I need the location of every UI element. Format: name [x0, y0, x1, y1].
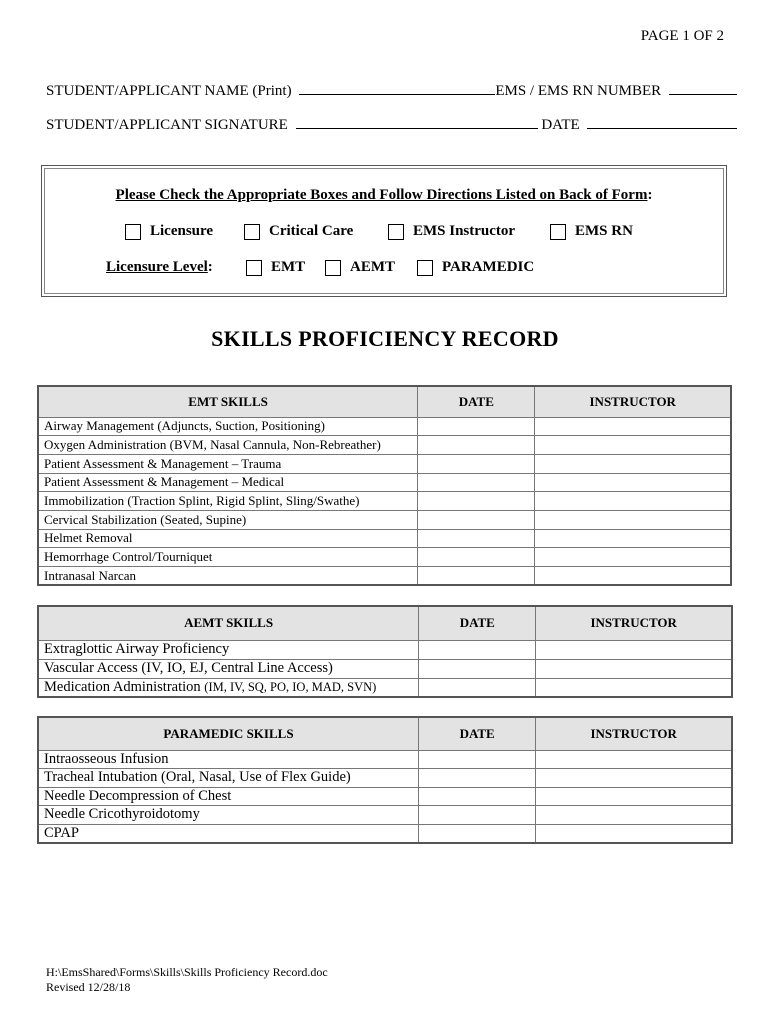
instructor-cell[interactable] [536, 678, 732, 697]
date-cell[interactable] [418, 492, 535, 511]
emt-skills-table [37, 385, 732, 586]
licensure-level-label: Licensure Level [106, 259, 208, 275]
table-header-row [38, 386, 731, 417]
date-cell[interactable] [418, 787, 535, 806]
skill-name: Needle Cricothyroidotomy [38, 806, 418, 825]
table-row [38, 473, 731, 492]
footer-revised: Revised 12/28/18 [46, 980, 131, 994]
signature-line [46, 116, 737, 134]
skill-name: Patient Assessment & Management – Medical [38, 473, 418, 492]
date-cell[interactable] [418, 529, 535, 548]
aemt-skills-table [37, 605, 733, 698]
instructor-cell[interactable] [536, 769, 732, 788]
page-title: SKILLS PROFICIENCY RECORD [211, 326, 559, 351]
ems-number-label: EMS / EMS RN NUMBER [495, 83, 662, 99]
table-row [38, 567, 731, 586]
paramedic-checkbox[interactable] [417, 260, 433, 276]
instructor-cell[interactable] [535, 567, 731, 586]
instructor-cell[interactable] [536, 806, 732, 825]
footer [46, 965, 328, 995]
table-row [38, 510, 731, 529]
skill-name: Intranasal Narcan [38, 567, 418, 586]
emt-label: EMT [271, 259, 306, 275]
page-number: PAGE 1 OF 2 [640, 28, 724, 44]
instructor-cell[interactable] [536, 750, 732, 769]
option-critical-care[interactable] [244, 223, 353, 240]
instructor-cell[interactable] [535, 492, 731, 511]
instructor-header: INSTRUCTOR [535, 386, 731, 417]
skill-name: Hemorrhage Control/Tourniquet [38, 548, 418, 567]
directions-text: Please Check the Appropriate Boxes and Follow Directions Listed on Back of Form [115, 187, 648, 203]
date-header: DATE [418, 717, 535, 750]
level-paramedic[interactable] [417, 259, 534, 276]
skill-name: Patient Assessment & Management – Trauma [38, 454, 418, 473]
table-row [38, 659, 732, 678]
name-label: STUDENT/APPLICANT NAME (Print) [46, 83, 292, 99]
skill-name: Airway Management (Adjuncts, Suction, Positioning) [38, 417, 418, 436]
date-header: DATE [418, 386, 535, 417]
table-row [38, 769, 732, 788]
licensure-label: Licensure [150, 223, 214, 239]
directions [42, 187, 726, 204]
date-cell[interactable] [419, 678, 536, 697]
table-row [38, 824, 732, 843]
date-cell[interactable] [418, 567, 535, 586]
licensure-level-colon: : [207, 259, 213, 275]
option-ems-rn[interactable] [550, 223, 633, 240]
licensure-checkbox[interactable] [125, 224, 141, 240]
table-row [38, 640, 732, 659]
skill-name: Needle Decompression of Chest [38, 787, 418, 806]
skill-name-main: Medication Administration [44, 678, 201, 695]
date-cell[interactable] [418, 454, 535, 473]
ems-instructor-checkbox[interactable] [388, 224, 404, 240]
level-emt[interactable] [246, 259, 305, 276]
instructor-cell[interactable] [535, 548, 731, 567]
skill-name: Extraglottic Airway Proficiency [38, 640, 419, 659]
table-row [38, 436, 731, 455]
skill-name-suffix: (IM, IV, SQ, PO, IO, MAD, SVN) [204, 679, 377, 694]
date-cell[interactable] [418, 824, 535, 843]
critical-care-label: Critical Care [269, 223, 354, 239]
instructor-cell[interactable] [535, 510, 731, 529]
paramedic-skills-header: PARAMEDIC SKILLS [38, 717, 418, 750]
skill-name: Vascular Access (IV, IO, EJ, Central Line Access) [38, 659, 419, 678]
date-cell[interactable] [418, 436, 535, 455]
skill-name: Cervical Stabilization (Seated, Supine) [38, 510, 418, 529]
aemt-label: AEMT [350, 259, 395, 275]
date-cell[interactable] [418, 473, 535, 492]
option-licensure[interactable] [125, 223, 213, 240]
date-cell[interactable] [419, 659, 536, 678]
date-cell[interactable] [418, 806, 535, 825]
signature-label: STUDENT/APPLICANT SIGNATURE [46, 117, 288, 133]
instructor-cell[interactable] [535, 473, 731, 492]
paramedic-label: PARAMEDIC [442, 259, 535, 275]
ems-instructor-label: EMS Instructor [413, 223, 516, 239]
skill-name: Tracheal Intubation (Oral, Nasal, Use of Flex Guide) [38, 769, 418, 788]
table-row [38, 417, 731, 436]
table-row [38, 678, 732, 697]
table-row [38, 529, 731, 548]
date-cell[interactable] [418, 417, 535, 436]
level-aemt[interactable] [325, 259, 395, 276]
table-row [38, 787, 732, 806]
date-field[interactable] [587, 116, 737, 129]
critical-care-checkbox[interactable] [244, 224, 260, 240]
instructor-cell[interactable] [536, 787, 732, 806]
checkbox-panel [41, 165, 727, 297]
table-header-row [38, 717, 732, 750]
directions-colon: : [647, 187, 653, 203]
date-header: DATE [419, 606, 536, 640]
aemt-checkbox[interactable] [325, 260, 341, 276]
emt-skills-header: EMT SKILLS [38, 386, 418, 417]
name-field[interactable] [299, 82, 495, 95]
table-row [38, 454, 731, 473]
emt-checkbox[interactable] [246, 260, 262, 276]
date-cell[interactable] [418, 548, 535, 567]
date-label: DATE [541, 117, 580, 133]
table-row [38, 750, 732, 769]
table-row [38, 492, 731, 511]
signature-field[interactable] [296, 116, 538, 129]
skill-name: Immobilization (Traction Splint, Rigid Splint, Sling/Swathe) [38, 492, 418, 511]
date-cell[interactable] [418, 510, 535, 529]
instructor-cell[interactable] [536, 640, 732, 659]
ems-rn-checkbox[interactable] [550, 224, 566, 240]
instructor-cell[interactable] [535, 417, 731, 436]
skill-name: Intraosseous Infusion [38, 750, 418, 769]
ems-number-field[interactable] [669, 82, 737, 95]
skill-name: CPAP [38, 824, 418, 843]
instructor-cell[interactable] [536, 659, 732, 678]
name-line [46, 82, 737, 100]
instructor-cell[interactable] [535, 454, 731, 473]
licensure-level-label-wrap [106, 259, 213, 276]
instructor-header: INSTRUCTOR [536, 606, 732, 640]
aemt-skills-header: AEMT SKILLS [38, 606, 419, 640]
date-cell[interactable] [418, 769, 535, 788]
instructor-header: INSTRUCTOR [536, 717, 732, 750]
skill-name [38, 678, 419, 697]
skill-name: Oxygen Administration (BVM, Nasal Cannula, Non-Rebreather) [38, 436, 418, 455]
table-row [38, 806, 732, 825]
instructor-cell[interactable] [536, 824, 732, 843]
paramedic-skills-table [37, 716, 733, 844]
table-header-row [38, 606, 732, 640]
instructor-cell[interactable] [535, 529, 731, 548]
date-cell[interactable] [418, 750, 535, 769]
option-ems-instructor[interactable] [388, 223, 515, 240]
ems-rn-label: EMS RN [575, 223, 633, 239]
table-row [38, 548, 731, 567]
skill-name: Helmet Removal [38, 529, 418, 548]
date-cell[interactable] [419, 640, 536, 659]
instructor-cell[interactable] [535, 436, 731, 455]
footer-file-path: H:\EmsShared\Forms\Skills\Skills Proficiency Record.doc [46, 965, 328, 979]
